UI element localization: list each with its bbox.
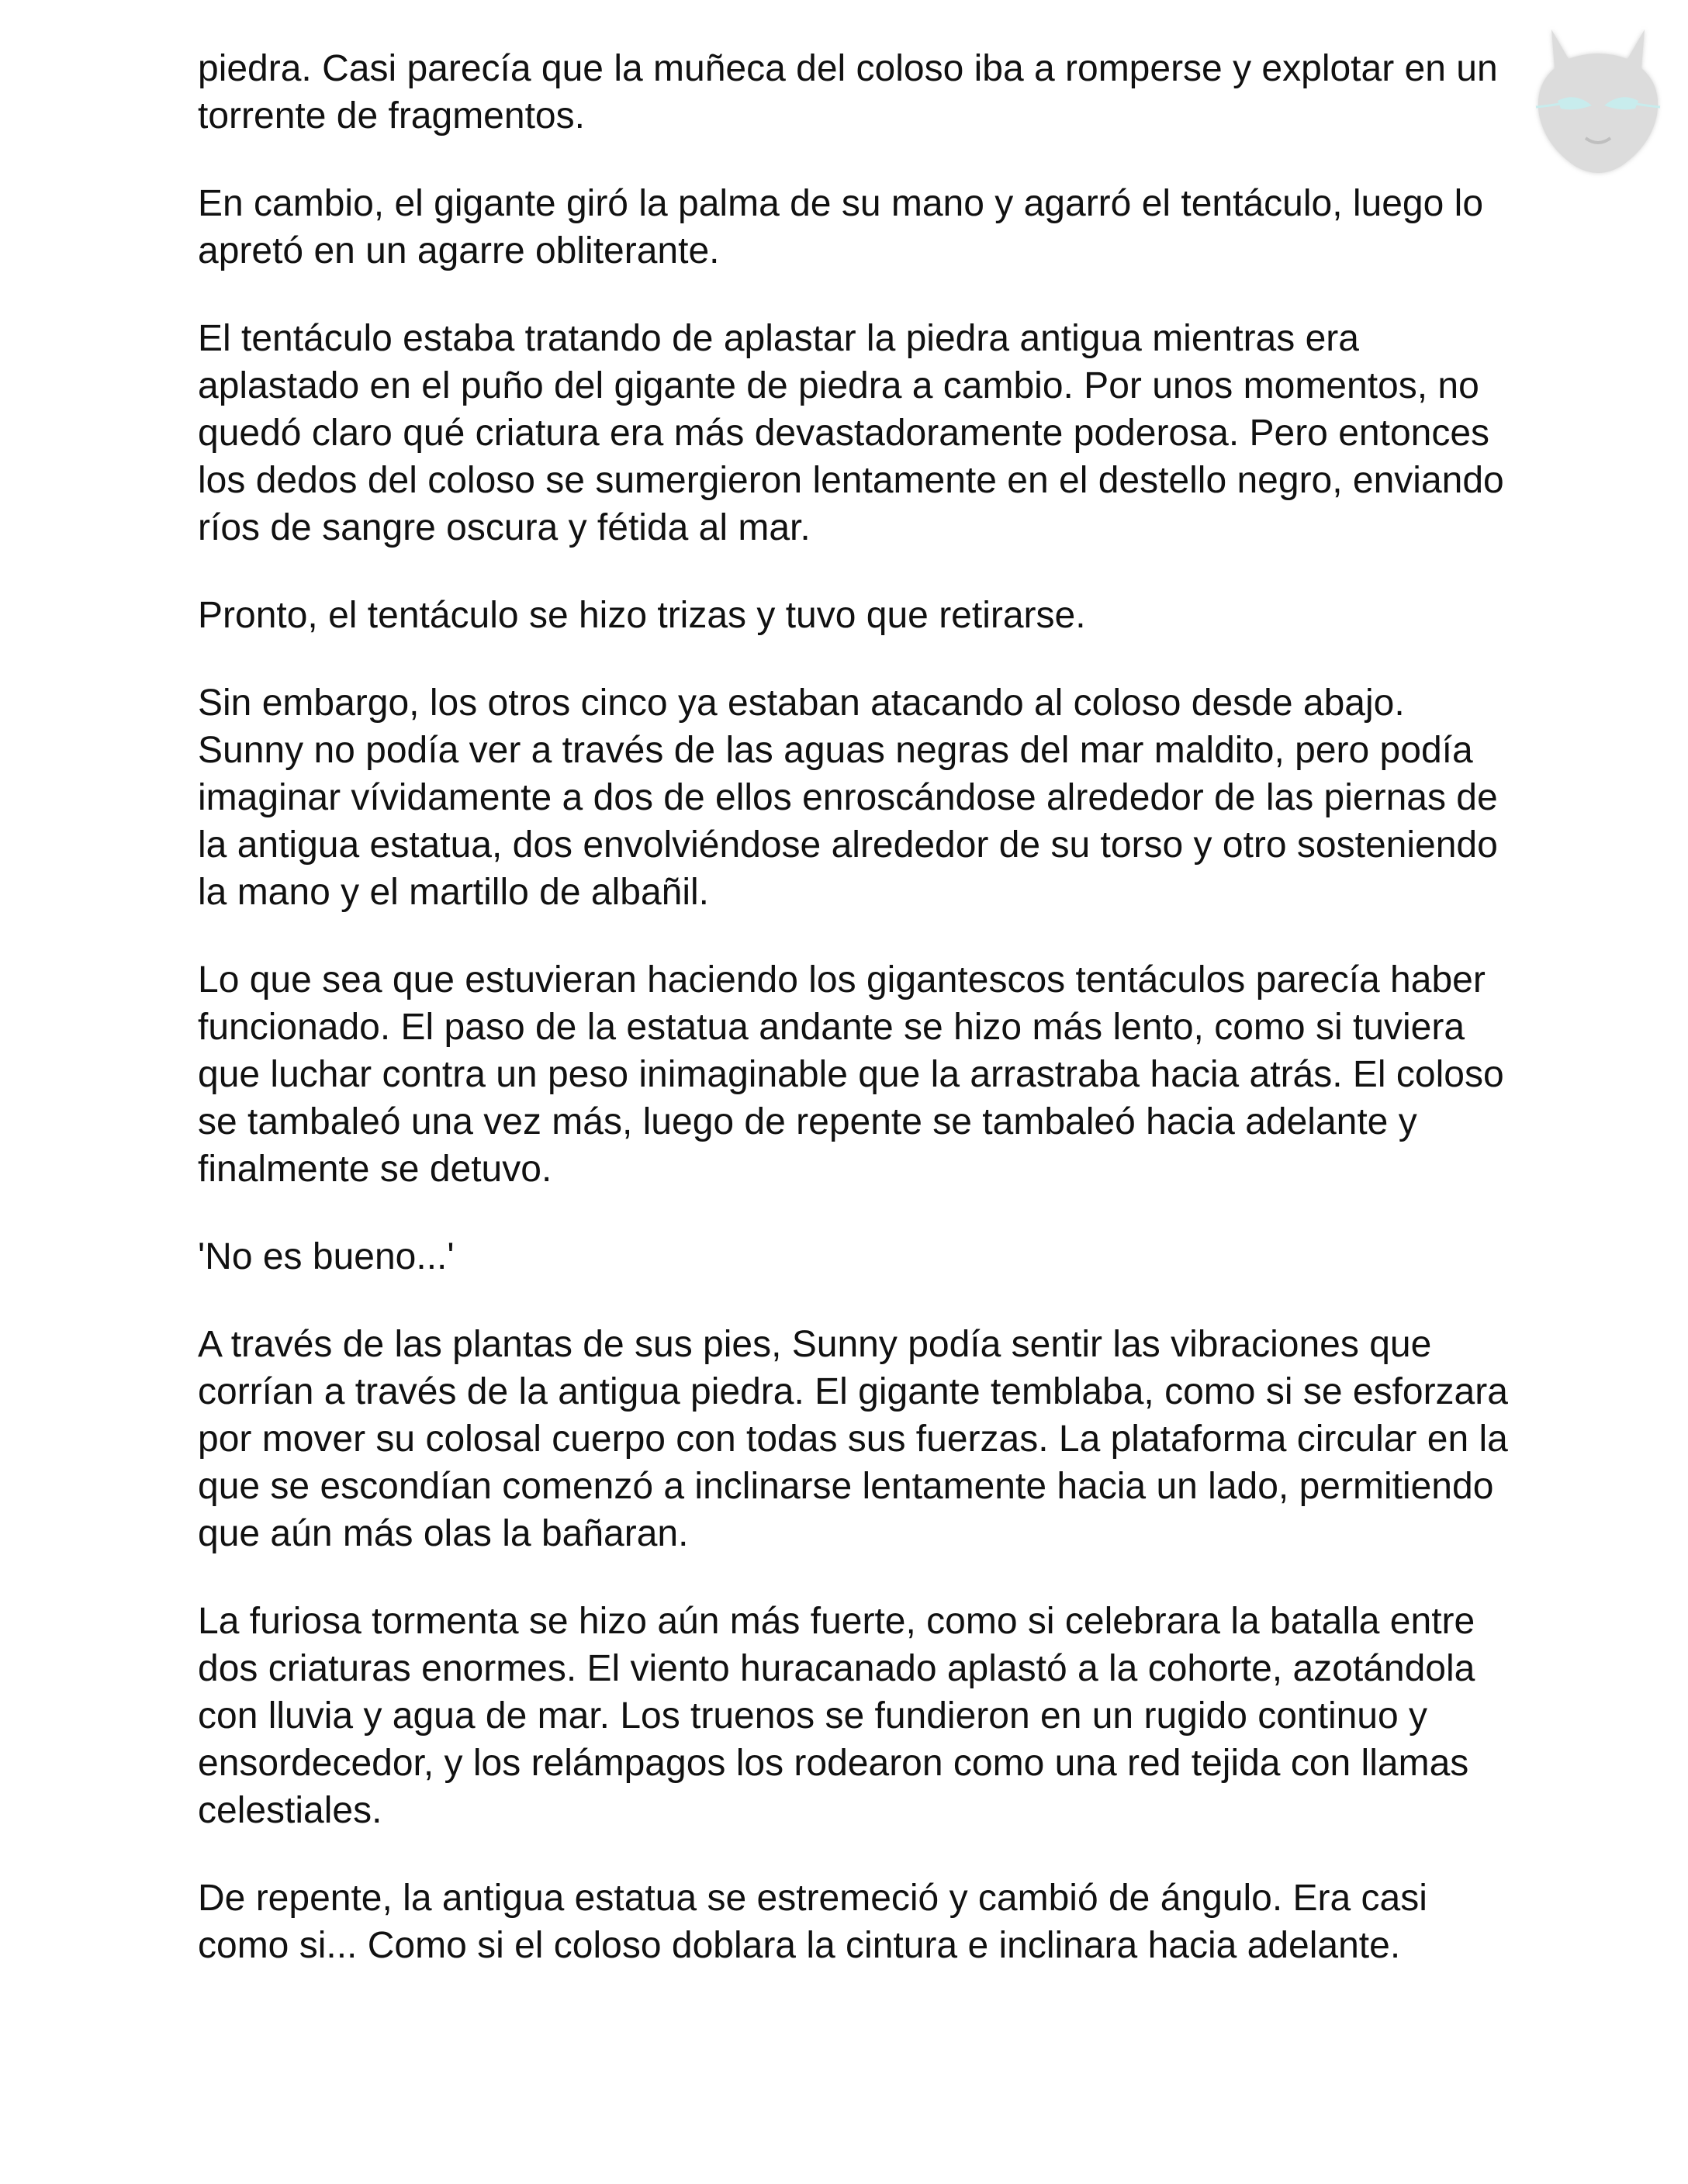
paragraph: Pronto, el tentáculo se hizo trizas y tuvo que retirarse.	[198, 595, 1086, 636]
paragraph: piedra. Casi parecía que la muñeca del coloso iba a romperse y explotar en un torrente de fragmentos.	[198, 48, 1498, 136]
paragraph: Lo que sea que estuvieran haciendo los gigantescos tentáculos parecía haber funcionado. El paso de la estatua andante se hizo más lento, como si tuviera que luchar contra un peso inimaginable que la arrastraba hacia atrás. El coloso se tambaleó una vez más, luego de repente se tambaleó hacia adelante y finalmente se detuvo.	[198, 959, 1504, 1190]
paragraph: De repente, la antigua estatua se estremeció y cambió de ángulo. Era casi como si... Como si el coloso doblara la cintura e inclinara hacia adelante.	[198, 1878, 1427, 1966]
paragraph: El tentáculo estaba tratando de aplastar la piedra antigua mientras era aplastado en el puño del gigante de piedra a cambio. Por unos momentos, no quedó claro qué criatura era más devastadoramente poderosa. Pero entonces los dedos del coloso se sumergieron lentamente en el destello negro, enviando ríos de sangre oscura y fétida al mar.	[198, 318, 1504, 548]
demon-head-logo-icon	[1520, 14, 1676, 185]
paragraph: 'No es bueno...'	[198, 1236, 455, 1277]
paragraph: A través de las plantas de sus pies, Sunny podía sentir las vibraciones que corrían a través de la antigua piedra. El gigante temblaba, como si se esforzara por mover su colosal cuerpo con todas sus fuerzas. La plataforma circular en la que se escondían comenzó a inclinarse lentamente hacia un lado, permitiendo que aún más olas la bañaran.	[198, 1324, 1508, 1554]
document-body	[198, 45, 1517, 2009]
paragraph: Sin embargo, los otros cinco ya estaban atacando al coloso desde abajo. Sunny no podía ver a través de las aguas negras del mar maldito, pero podía imaginar vívidamente a dos de ellos enroscándose alrededor de las piernas de la antigua estatua, dos envolviéndose alrededor de su torso y otro sosteniendo la mano y el martillo de albañil.	[198, 682, 1498, 913]
paragraph: En cambio, el gigante giró la palma de su mano y agarró el tentáculo, luego lo apretó en un agarre obliterante.	[198, 183, 1484, 271]
paragraph: La furiosa tormenta se hizo aún más fuerte, como si celebrara la batalla entre dos criaturas enormes. El viento huracanado aplastó a la cohorte, azotándola con lluvia y agua de mar. Los truenos se fundieron en un rugido continuo y ensordecedor, y los relámpagos los rodearon como una red tejida con llamas celestiales.	[198, 1601, 1475, 1831]
